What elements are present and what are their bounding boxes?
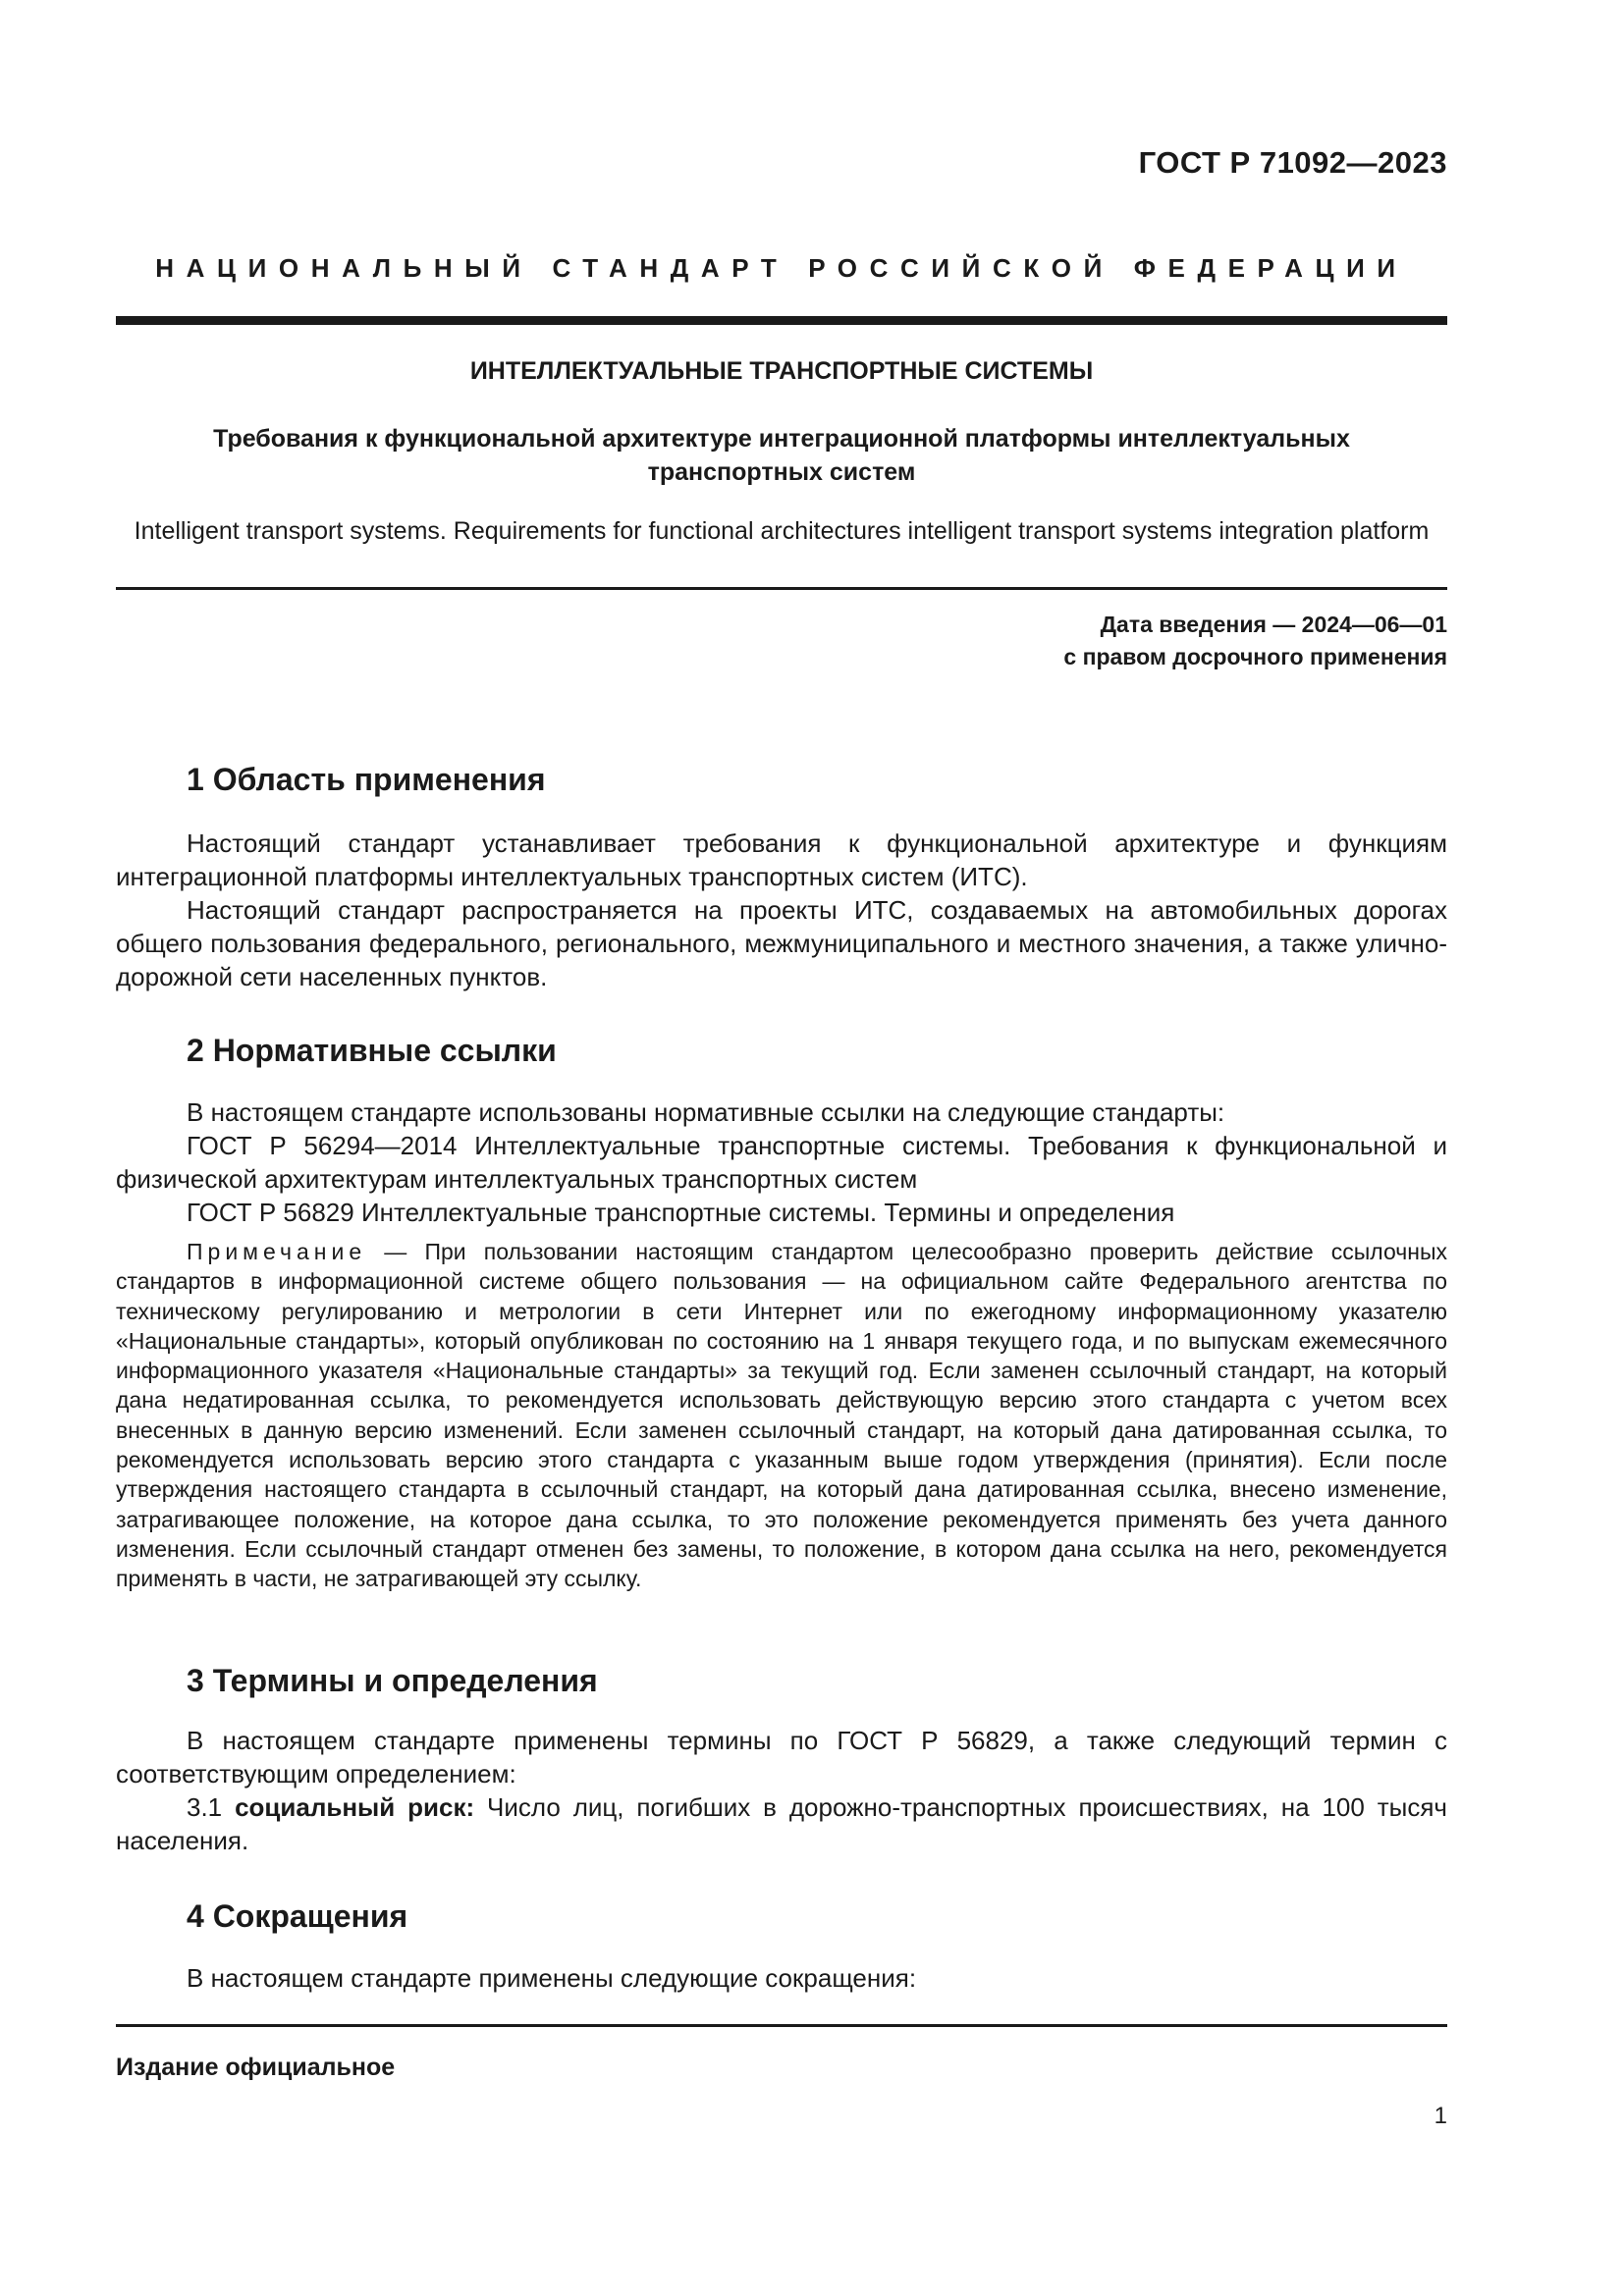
document-number: ГОСТ Р 71092—2023 bbox=[1138, 145, 1447, 180]
note-label: Примечание bbox=[187, 1239, 367, 1264]
national-standard-banner: НАЦИОНАЛЬНЫЙ СТАНДАРТ РОССИЙСКОЙ ФЕДЕРАЦИИ bbox=[155, 253, 1408, 283]
footer-divider bbox=[116, 2024, 1447, 2027]
standard-title: ИНТЕЛЛЕКТУАЛЬНЫЕ ТРАНСПОРТНЫЕ СИСТЕМЫ bbox=[469, 357, 1094, 385]
term-name: социальный риск: bbox=[235, 1792, 475, 1822]
section-2-note bbox=[116, 1237, 1447, 1594]
official-edition-label: Издание официальное bbox=[116, 2054, 396, 2081]
normative-reference-2: ГОСТ Р 56829 Интеллектуальные транспортные системы. Термины и определения bbox=[187, 1198, 1175, 1227]
section-2-heading: 2 Нормативные ссылки bbox=[187, 1033, 557, 1068]
section-4-paragraph-1: В настоящем стандарте применены следующие сокращения: bbox=[187, 1963, 917, 1993]
note-text: — При пользовании настоящим стандартом целесообразно проверить действие ссылочных стандартов в информационной системе общего пользования — на официальном сайте Федерального агентства по техническому регулированию и метрологии в сети Интернет или по ежегодному информационному указателю «Национальные стандарты», который опубликован по состоянию на 1 января текущего года, и по выпускам ежемесячного информационного указателя «Национальные стандарты» за текущий год. Если заменен ссылочный стандарт, на который дана недатированная ссылка, то рекомендуется использовать действующую версию этого стандарта с учетом всех внесенных в данную версию изменений. Если заменен ссылочный стандарт, на который дана датированная ссылка, то рекомендуется использовать версию этого стандарта с указанным выше годом утверждения (принятия). Если после утверждения настоящего стандарта в ссылочный стандарт, на который дана датированная ссылка, внесено изменение, затрагивающее положение, на которое дана ссылка, то это положение рекомендуется применять без учета данного изменения. Если ссылочный стандарт отменен без замены, то положение, в котором дана ссылка на него, рекомендуется применять в части, не затрагивающей эту ссылку. bbox=[116, 1239, 1447, 1592]
section-1-paragraph-2: Настоящий стандарт распространяется на проекты ИТС, создаваемых на автомобильных дорогах общего пользования федерального, регионального, межмуниципального и местного значения, а также улично-дорожной сети населенных пунктов. bbox=[116, 895, 1447, 991]
section-1-paragraph-1: Настоящий стандарт устанавливает требования к функциональной архитектуре и функциям интеграционной платформы интеллектуальных транспортных систем (ИТС). bbox=[116, 828, 1447, 891]
section-2-body bbox=[116, 1095, 1447, 1229]
section-1-heading: 1 Область применения bbox=[187, 762, 546, 797]
english-title: Intelligent transport systems. Requirements for functional architectures intelligent transport systems integration platform bbox=[134, 517, 1430, 545]
section-4-heading: 4 Сокращения bbox=[187, 1898, 408, 1934]
section-3-paragraph-1: В настоящем стандарте применены термины по ГОСТ Р 56829, а также следующий термин с соответствующим определением: bbox=[116, 1726, 1447, 1789]
early-application-line: с правом досрочного применения bbox=[1063, 644, 1447, 669]
section-3-body bbox=[116, 1724, 1447, 1857]
section-3-heading: 3 Термины и определения bbox=[187, 1663, 598, 1698]
introduction-date-line: Дата введения — 2024—06—01 bbox=[1100, 612, 1447, 637]
section-4-body bbox=[116, 1961, 1447, 1995]
header-divider bbox=[116, 316, 1447, 325]
section-2-paragraph-1: В настоящем стандарте использованы нормативные ссылки на следующие стандарты: bbox=[187, 1097, 1225, 1127]
term-definition bbox=[116, 1790, 1447, 1857]
standard-subtitle bbox=[116, 422, 1447, 489]
section-1-body bbox=[116, 827, 1447, 993]
subtitle-line-1: Требования к функциональной архитектуре интеграционной платформы интеллектуальных bbox=[213, 425, 1350, 453]
term-number: 3.1 bbox=[187, 1792, 223, 1822]
normative-reference-1: ГОСТ Р 56294—2014 Интеллектуальные транспортные системы. Требования к функциональной и физической архитектурам интеллектуальных транспортных систем bbox=[116, 1131, 1447, 1194]
page-number: 1 bbox=[1434, 2103, 1447, 2129]
term-definition-text: Число лиц, погибших в дорожно-транспортных происшествиях, на 100 тысяч населения. bbox=[116, 1792, 1447, 1855]
introduction-date bbox=[1063, 609, 1447, 673]
subtitle-line-2: транспортных систем bbox=[647, 458, 916, 486]
title-divider bbox=[116, 587, 1447, 590]
